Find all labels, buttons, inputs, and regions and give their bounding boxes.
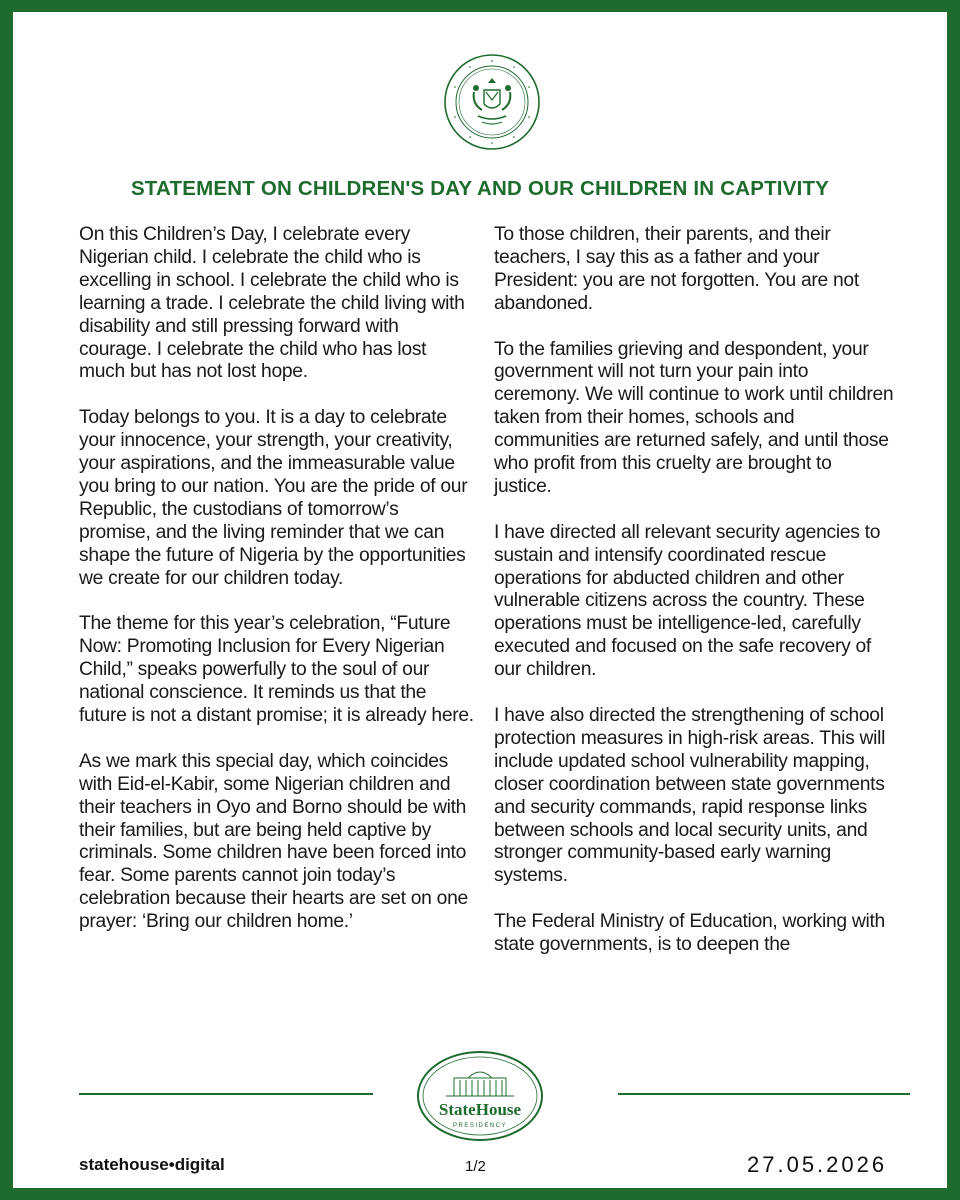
paragraph: To those children, their parents, and their teachers, I say this as a father and your President: you are not forgotten. You are not abandoned. bbox=[494, 224, 859, 314]
paragraph: I have directed all relevant security agencies to sustain and intensify coordinated rescue operations for abducted children and other vulnerable citizens across the country. These operations must be intelligence-led, carefully executed and focused on the safe recovery of our children. bbox=[494, 521, 881, 681]
logo-subtext: PRESIDENCY bbox=[452, 1123, 508, 1129]
paragraph: Today belongs to you. It is a day to celebrate your innocence, your strength, your creativity, your aspirations, and the immeasurable value you bring to our nation. You are the pride of our Republic, the custodians of tomorrow’s promise, and the living reminder that we can shape the future of Nigeria by the opportunities we create for our children today. bbox=[79, 407, 468, 589]
statehouse-logo bbox=[416, 1050, 544, 1142]
footer-handle: statehouse•digital bbox=[79, 1155, 225, 1174]
page-number: 1/2 bbox=[465, 1158, 486, 1175]
paragraph: The theme for this year’s celebration, “Future Now: Promoting Inclusion for Every Nigerian Child,” speaks powerfully to the soul of our national conscience. It reminds us that the future is not a distant promise; it is already here. bbox=[79, 613, 474, 726]
paragraph: On this Children’s Day, I celebrate every Nigerian child. I celebrate the child who is excelling in school. I celebrate the child who is learning a trade. I celebrate the child living with disability and still pressing forward with courage. I celebrate the child who has lost much but has not lost hope. bbox=[79, 224, 465, 383]
paragraph: As we mark this special day, which coincides with Eid-el-Kabir, some Nigerian children and their teachers in Oyo and Borno should be with their families, but are being held captive by criminals. Some children have been forced into fear. Some parents cannot join today’s celebration because their hearts are set on one prayer: ‘Bring our children home.’ bbox=[79, 750, 468, 933]
left-column bbox=[79, 224, 474, 957]
footer-divider-right bbox=[618, 1093, 910, 1095]
paragraph: The Federal Ministry of Education, working with state governments, is to deepen the bbox=[494, 911, 885, 956]
presidential-seal-icon bbox=[442, 52, 542, 152]
statement-date: 27.05.2026 bbox=[747, 1152, 888, 1177]
paragraph: To the families grieving and despondent, your government will not turn your pain into ceremony. We will continue to work until children taken from their homes, schools and communities are returned safely, and until those who profit from this cruelty are brought to justice. bbox=[494, 338, 894, 497]
footer-divider-left bbox=[79, 1093, 373, 1095]
right-column bbox=[494, 224, 894, 980]
statement-title: STATEMENT ON CHILDREN'S DAY AND OUR CHILDREN IN CAPTIVITY bbox=[130, 177, 830, 200]
statement-page bbox=[13, 12, 947, 1188]
logo-wordmark: StateHouse bbox=[438, 1100, 522, 1119]
paragraph: I have also directed the strengthening of school protection measures in high-risk areas. This will include updated school vulnerability mapping, closer coordination between state governments and security commands, rapid response links between schools and local security units, and stronger community-based early warning systems. bbox=[494, 704, 886, 887]
